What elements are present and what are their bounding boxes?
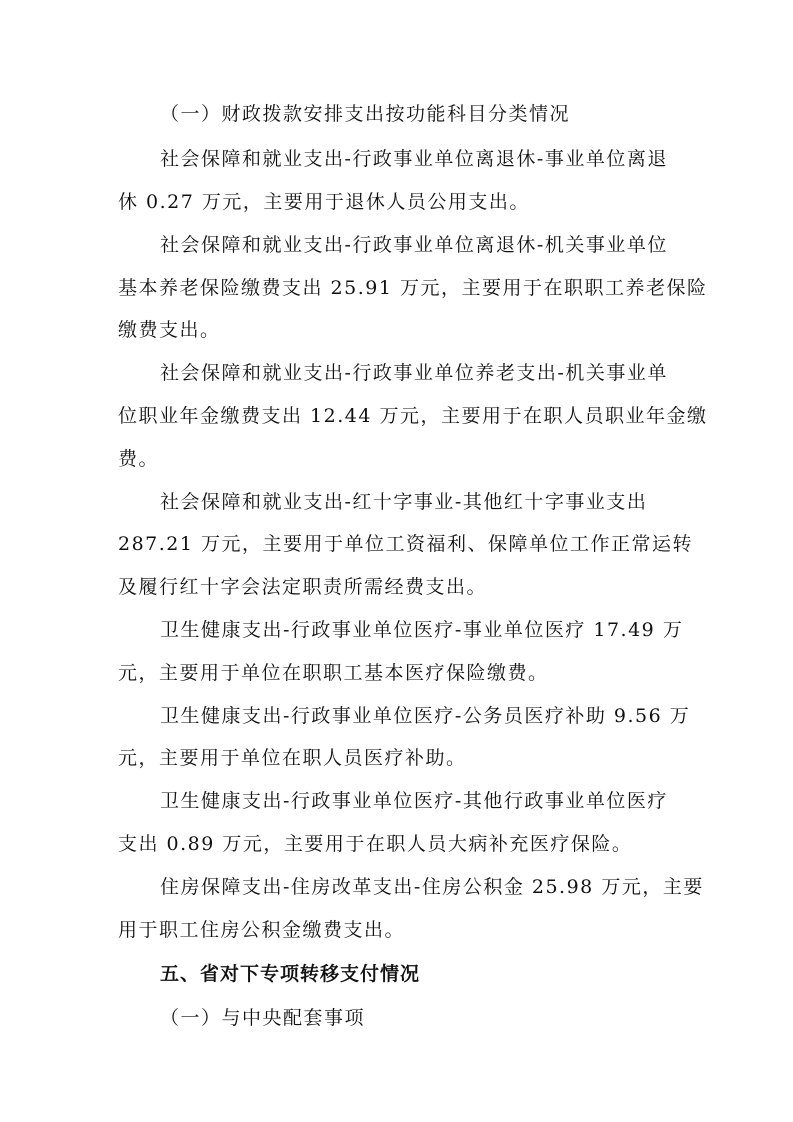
paragraph-2-line-1: 社会保障和就业支出-行政事业单位离退休-机关事业单位	[160, 234, 668, 256]
section-heading-five: 五、省对下专项转移支付情况	[160, 963, 421, 985]
paragraph-4-line-1: 社会保障和就业支出-红十字事业-其他红十字事业支出	[160, 491, 648, 513]
paragraph-5-line-1: 卫生健康支出-行政事业单位医疗-事业单位医疗 17.49 万	[160, 619, 684, 641]
paragraph-6-line-2: 元，主要用于单位在职人员医疗补助。	[118, 747, 467, 769]
paragraph-2-line-3: 缴费支出。	[118, 319, 221, 341]
paragraph-8-line-2: 用于职工住房公积金缴费支出。	[118, 919, 406, 941]
paragraph-6-line-1: 卫生健康支出-行政事业单位医疗-公务员医疗补助 9.56 万	[160, 705, 691, 727]
paragraph-1-line-2: 休 0.27 万元，主要用于退休人员公用支出。	[118, 191, 530, 213]
paragraph-7-line-1: 卫生健康支出-行政事业单位医疗-其他行政事业单位医疗	[160, 790, 668, 812]
paragraph-2-line-2: 基本养老保险缴费支出 25.91 万元，主要用于在职职工养老保险	[118, 277, 708, 299]
paragraph-1-line-1: 社会保障和就业支出-行政事业单位离退休-事业单位离退	[160, 148, 668, 170]
paragraph-7-line-2: 支出 0.89 万元，主要用于在职人员大病补充医疗保险。	[118, 833, 633, 855]
sub-heading-central-matching: （一）与中央配套事项	[160, 1007, 366, 1029]
paragraph-8-line-1: 住房保障支出-住房改革支出-住房公积金 25.98 万元，主要	[160, 876, 704, 898]
paragraph-3-line-3: 费。	[118, 448, 160, 470]
paragraph-4-line-3: 及履行红十字会法定职责所需经费支出。	[118, 576, 488, 598]
paragraph-3-line-2: 位职业年金缴费支出 12.44 万元，主要用于在职人员职业年金缴	[118, 405, 708, 427]
paragraph-5-line-2: 元，主要用于单位在职职工基本医疗保险缴费。	[118, 662, 549, 684]
paragraph-3-line-1: 社会保障和就业支出-行政事业单位养老支出-机关事业单	[160, 362, 668, 384]
section-title: （一）财政拨款安排支出按功能科目分类情况	[160, 103, 571, 125]
paragraph-4-line-2: 287.21 万元，主要用于单位工资福利、保障单位工作正常运转	[118, 533, 694, 555]
